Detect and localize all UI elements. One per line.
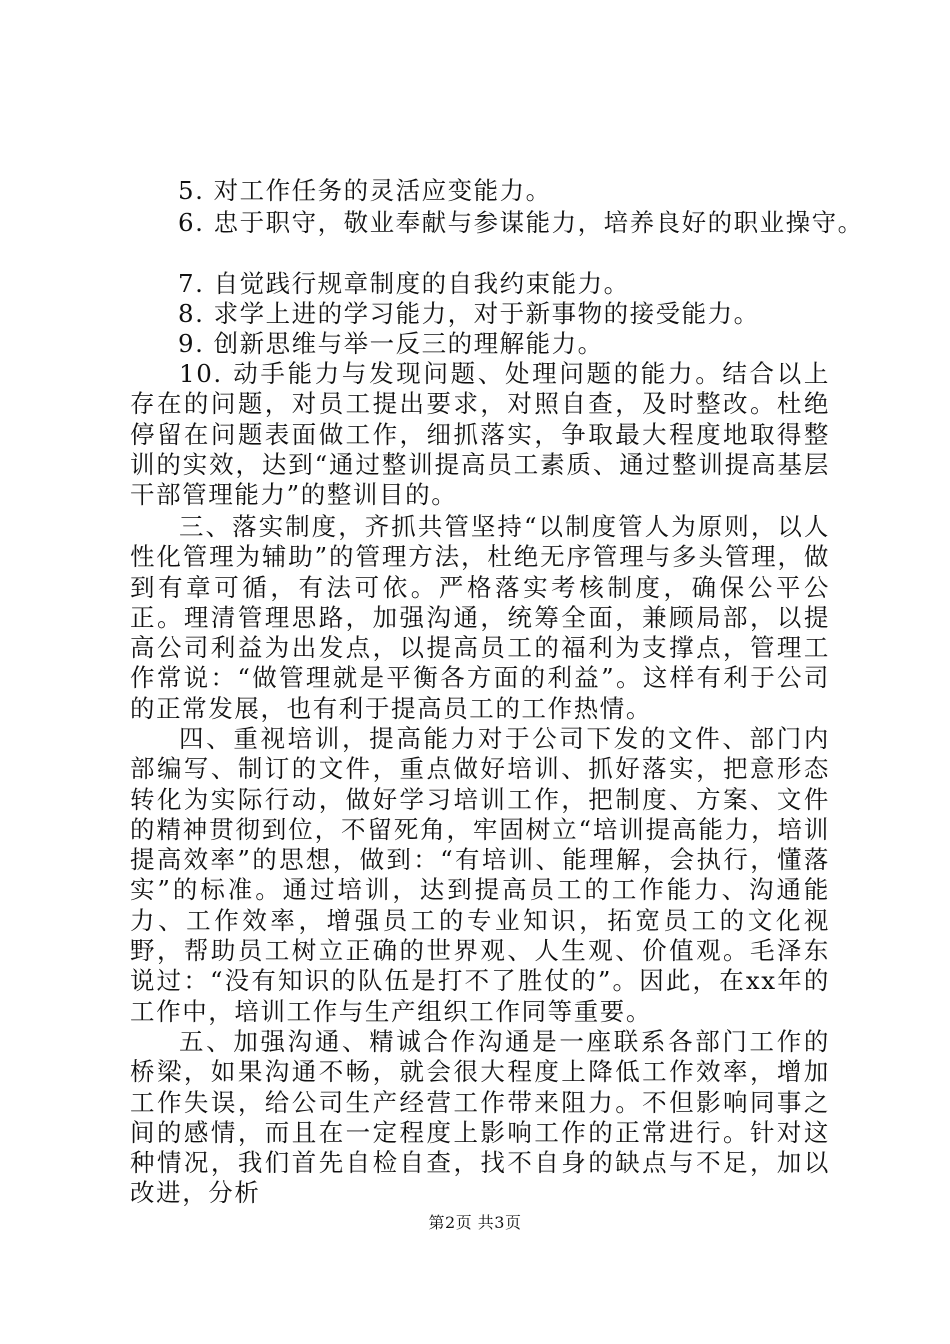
list-item-6: 6. 忠于职守，敬业奉献与参谋能力，培养良好的职业操守。 [178,208,864,237]
paragraph-section-4: 四、重视培训，提高能力对于公司下发的文件、部门内部编写、制订的文件，重点做好培训、抓好落实，把意形态转化为实际行动，做好学习培训工作，把制度、方案、文件的精神贯彻到位，不留死角，牢固树立“培训提高能力，培训提高效率”的思想，做到：“有培训、能理解，会执行，懂落实”的标准。通过培训，达到提高员工的工作能力、沟通能力、工作效率，增强员工的专业知识，拓宽员工的文化视野，帮助员工树立正确的世界观、人生观、价值观。毛泽东说过：“没有知识的队伍是打不了胜仗的”。因此，在xx年的工作中，培训工作与生产组织工作同等重要。 [130,724,830,1026]
paragraph-section-3: 三、落实制度，齐抓共管坚持“以制度管人为原则，以人性化管理为辅助”的管理方法，杜绝无序管理与多头管理，做到有章可循，有法可依。严格落实考核制度，确保公平公正。理清管理思路，加强沟通，统筹全面，兼顾局部，以提高公司利益为出发点，以提高员工的福利为支撑点，管理工作常说：“做管理就是平衡各方面的利益”。这样有利于公司的正常发展，也有利于提高员工的工作热情。 [130,512,830,723]
list-item-5: 5. 对工作任务的灵活应变能力。 [178,176,552,205]
list-item-9: 9. 创新思维与举一反三的理解能力。 [178,329,604,358]
list-item-8: 8. 求学上进的学习能力，对于新事物的接受能力。 [178,299,760,328]
paragraph-section-5: 五、加强沟通、精诚合作沟通是一座联系各部门工作的桥梁，如果沟通不畅，就会很大程度上降低工作效率，增加工作失误，给公司生产经营工作带来阻力。不但影响同事之间的感情，而且在一定程度上影响工作的正常进行。针对这种情况，我们首先自检自查，找不自身的缺点与不足，加以改进，分析 [130,1027,830,1208]
page-footer: 第2页 共3页 [428,1213,522,1232]
list-item-7: 7. 自觉践行规章制度的自我约束能力。 [178,269,630,298]
paragraph-item-10: 10. 动手能力与发现问题、处理问题的能力。结合以上存在的问题，对员工提出要求，对照自查，及时整改。杜绝停留在问题表面做工作，细抓落实，争取最大程度地取得整训的实效，达到“通过整训提高员工素质、通过整训提高基层干部管理能力”的整训目的。 [130,359,830,510]
